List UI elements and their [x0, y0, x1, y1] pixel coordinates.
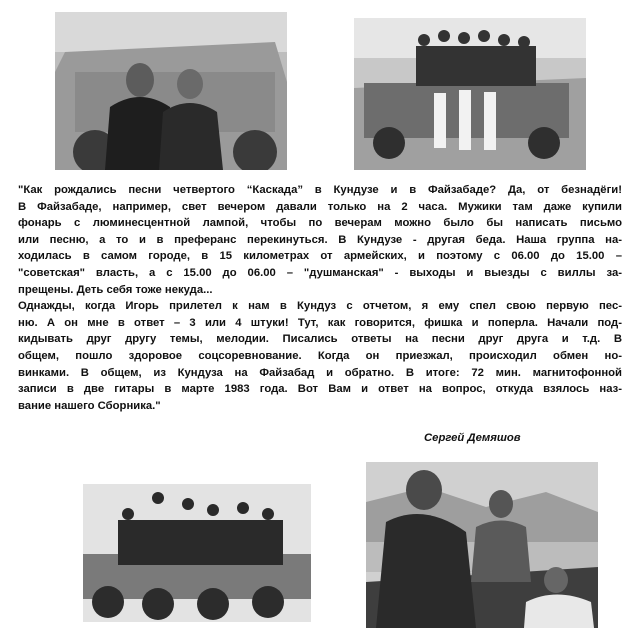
text-line: записи в две гитары в марте 1983 года. Вот Вам и ответ на вопрос, откуда взялось наз- [18, 383, 622, 396]
text-line: ходилась в самом городе, в 15 километрах от армейских, и поэтому с 06.00 до 15.00 – [18, 250, 622, 263]
text-line: винками. В общем, из Кундуза на Файзабад и обратно. В итоге: 72 мин. магнитофонной [18, 366, 622, 379]
text-line: общем, пошло здоровое соцсоревнование. Когда он приезжал, происходил обмен но- [18, 349, 622, 362]
photo-men-on-vehicle-valley [366, 462, 598, 628]
author-signature: Сергей Демяшов [424, 432, 521, 444]
text-line: В Файзабаде, например, свет вечером давали только на 2 часа. Мужики там даже купили [18, 200, 622, 213]
text-line: кидывать друг другу темы, мелодии. Писались ответы на песни друг друга и т.д. В [18, 333, 622, 346]
photo-two-men-armored-vehicle [55, 12, 287, 170]
text-line: или песню, а то и в преферанс перекинуться. В Кундузе - другая беда. Наша группа на- [18, 233, 622, 246]
text-line: "Как рождались песни четвертого “Каскада” в Кундузе и в Файзабаде? Да, от безнадёги! [18, 184, 622, 196]
memoir-text [18, 182, 622, 414]
text-line: прещены. Деть себя тоже некуда... [18, 283, 213, 296]
text-line: ню. А он мне в ответ – 3 или 4 штуки! Тут, как говорится, фишка и поперла. Начали под- [18, 316, 622, 329]
text-line: "советская" власть, а с 15.00 до 06.00 – "душманская" - выходы и выезды с виллы за- [18, 266, 622, 279]
text-line: вание нашего Сборника." [18, 399, 161, 412]
photo-soldiers-on-vehicle-top [354, 18, 586, 170]
text-line: фонарь с люминесцентной лампой, чтобы по вечерам можно было бы написать письмо [18, 217, 622, 230]
text-line: Однажды, когда Игорь прилетел к нам в Кундуз с отчетом, я ему спел свою первую пес- [18, 300, 622, 313]
photo-soldiers-on-vehicle-bottom [83, 484, 311, 622]
memoir-paragraph [18, 182, 622, 414]
